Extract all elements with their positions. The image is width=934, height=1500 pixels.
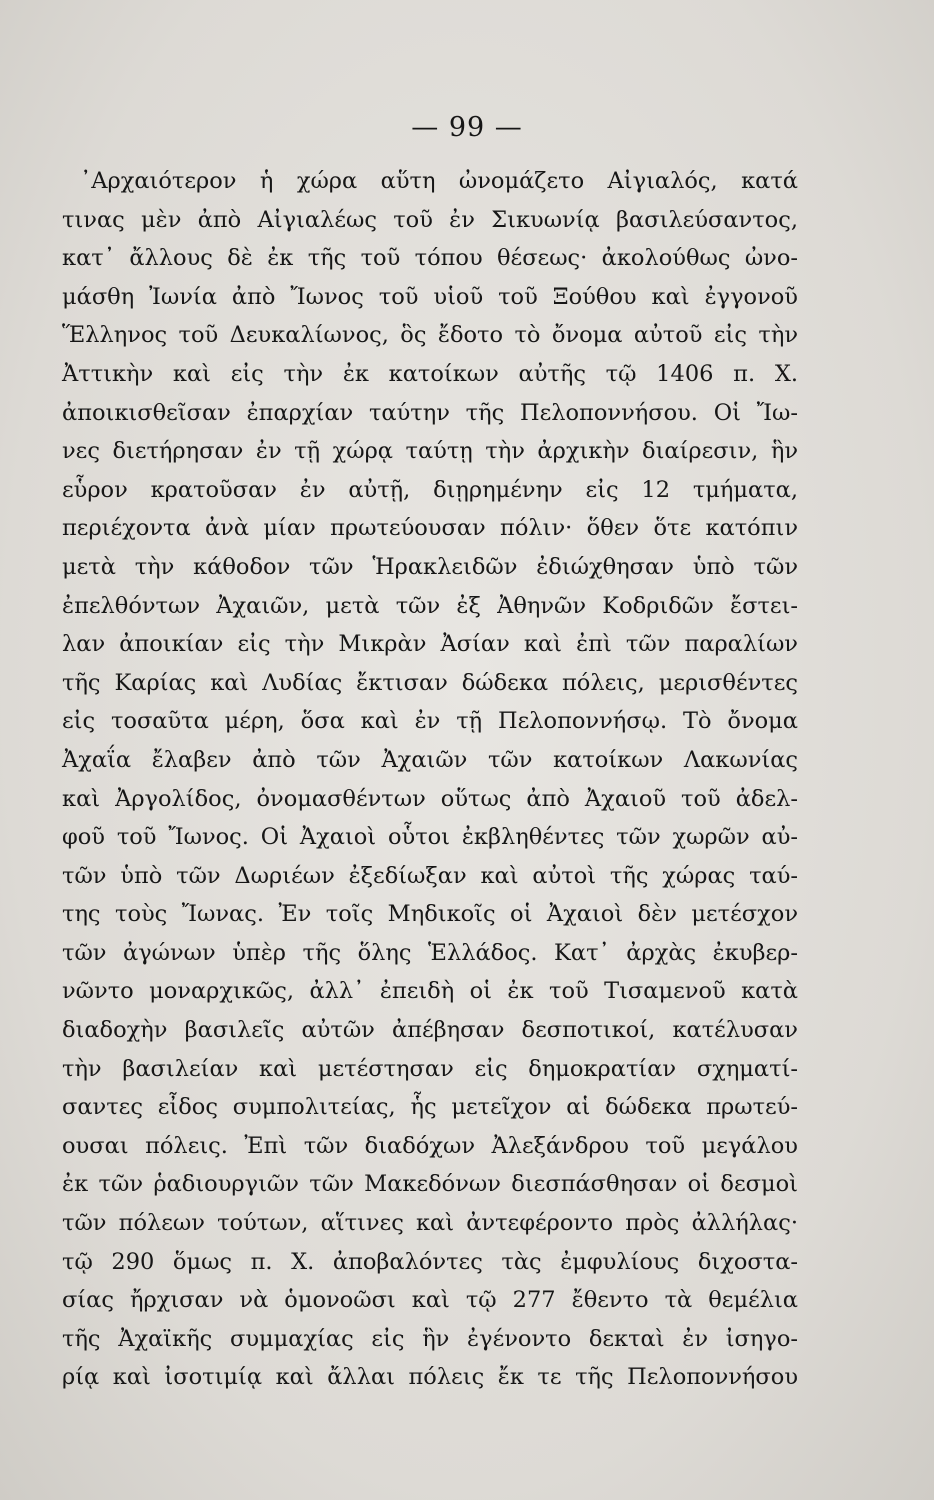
text-line: Ἀττικὴν καὶ εἰς τὴν ἐκ κατοίκων αὐτῆς τῷ 1406 π. Χ. (62, 360, 798, 387)
text-line: τῷ 290 ὅμως π. Χ. ἀποβαλόντες τὰς ἐμφυλίους διχοστα- (62, 1248, 798, 1275)
text-line: τῶν πόλεων τούτων, αἵτινες καὶ ἀντεφέροντο πρὸς ἀλλήλας· (62, 1210, 798, 1237)
text-line: διαδοχὴν βασιλεῖς αὐτῶν ἀπέβησαν δεσποτικοί, κατέλυσαν (62, 1017, 798, 1044)
body-text (62, 162, 798, 1397)
text-line: φοῦ τοῦ Ἴωνος. Οἱ Ἀχαιοὶ οὗτοι ἐκβληθέντες τῶν χωρῶν αὐ- (62, 824, 798, 851)
text-line: εἰς τοσαῦτα μέρη, ὅσα καὶ ἐν τῇ Πελοποννήσῳ. Τὸ ὄνομα (62, 708, 798, 735)
text-line: της τοὺς Ἴωνας. Ἐν τοῖς Μηδικοῖς οἱ Ἀχαιοὶ δὲν μετέσχον (62, 901, 798, 928)
text-line: ουσαι πόλεις. Ἐπὶ τῶν διαδόχων Ἀλεξάνδρου τοῦ μεγάλου (62, 1132, 798, 1159)
text-line: εὗρον κρατοῦσαν ἐν αὐτῇ, διῃρημένην εἰς 12 τμήματα, (62, 476, 798, 503)
text-line: Ἕλληνος τοῦ Δευκαλίωνος, ὃς ἔδοτο τὸ ὄνομα αὐτοῦ εἰς τὴν (62, 322, 798, 349)
text-line: Ἀχαΐα ἔλαβεν ἀπὸ τῶν Ἀχαιῶν τῶν κατοίκων Λακωνίας (62, 746, 798, 773)
text-line: τῆς Ἀχαϊκῆς συμμαχίας εἰς ἣν ἐγένοντο δεκταὶ ἐν ἰσηγο- (62, 1325, 798, 1352)
page-number: — 99 — (411, 112, 523, 143)
text-line: νες διετήρησαν ἐν τῇ χώρᾳ ταύτῃ τὴν ἀρχικὴν διαίρεσιν, ἣν (62, 438, 798, 465)
text-line: ἐκ τῶν ῥαδιουργιῶν τῶν Μακεδόνων διεσπάσθησαν οἱ δεσμοὶ (62, 1171, 798, 1198)
text-line: μάσθη Ἰωνία ἀπὸ Ἴωνος τοῦ υἱοῦ τοῦ Ξούθου καὶ ἐγγονοῦ (62, 283, 798, 310)
text-line: μετὰ τὴν κάθοδον τῶν Ἡρακλειδῶν ἐδιώχθησαν ὑπὸ τῶν (62, 553, 798, 580)
text-line: τῆς Καρίας καὶ Λυδίας ἔκτισαν δώδεκα πόλεις, μερισθέντες (62, 669, 798, 696)
text-line: τὴν βασιλείαν καὶ μετέστησαν εἰς δημοκρατίαν σχηματί- (62, 1055, 798, 1082)
text-line: νῶντο μοναρχικῶς, ἀλλ᾿ ἐπειδὴ οἱ ἐκ τοῦ Τισαμενοῦ κατὰ (62, 978, 798, 1005)
text-line: σίας ἤρχισαν νὰ ὁμονοῶσι καὶ τῷ 277 ἔθεντο τὰ θεμέλια (62, 1287, 798, 1314)
text-line: τινας μὲν ἀπὸ Αἰγιαλέως τοῦ ἐν Σικυωνίᾳ βασιλεύσαντος, (62, 206, 798, 233)
text-line: τῶν ἀγώνων ὑπὲρ τῆς ὅλης Ἑλλάδος. Κατ᾿ ἀρχὰς ἐκυβερ- (62, 939, 798, 966)
text-line: ἐπελθόντων Ἀχαιῶν, μετὰ τῶν ἐξ Ἀθηνῶν Κοδριδῶν ἔστει- (62, 592, 798, 619)
text-line: καὶ Ἀργολίδος, ὀνομασθέντων οὕτως ἀπὸ Ἀχαιοῦ τοῦ ἀδελ- (62, 785, 798, 812)
text-line: κατ᾿ ἄλλους δὲ ἐκ τῆς τοῦ τόπου θέσεως· ἀκολούθως ὠνο- (62, 245, 798, 272)
text-line: τῶν ὑπὸ τῶν Δωριέων ἐξεδίωξαν καὶ αὐτοὶ τῆς χώρας ταύ- (62, 862, 798, 889)
text-line: ἀποικισθεῖσαν ἐπαρχίαν ταύτην τῆς Πελοποννήσου. Οἱ Ἴω- (62, 399, 798, 426)
text-line: περιέχοντα ἀνὰ μίαν πρωτεύουσαν πόλιν· ὅθεν ὅτε κατόπιν (62, 515, 798, 542)
text-line: ρίᾳ καὶ ἰσοτιμίᾳ καὶ ἄλλαι πόλεις ἔκ τε τῆς Πελοποννήσου (62, 1364, 798, 1391)
text-line: σαντες εἶδος συμπολιτείας, ἧς μετεῖχον αἱ δώδεκα πρωτεύ- (62, 1094, 798, 1121)
text-line: ᾿Αρχαιότερον ἡ χώρα αὕτη ὠνομάζετο Αἰγιαλός, κατά (80, 168, 798, 194)
text-line: λαν ἀποικίαν εἰς τὴν Μικρὰν Ἀσίαν καὶ ἐπὶ τῶν παραλίων (62, 631, 798, 658)
